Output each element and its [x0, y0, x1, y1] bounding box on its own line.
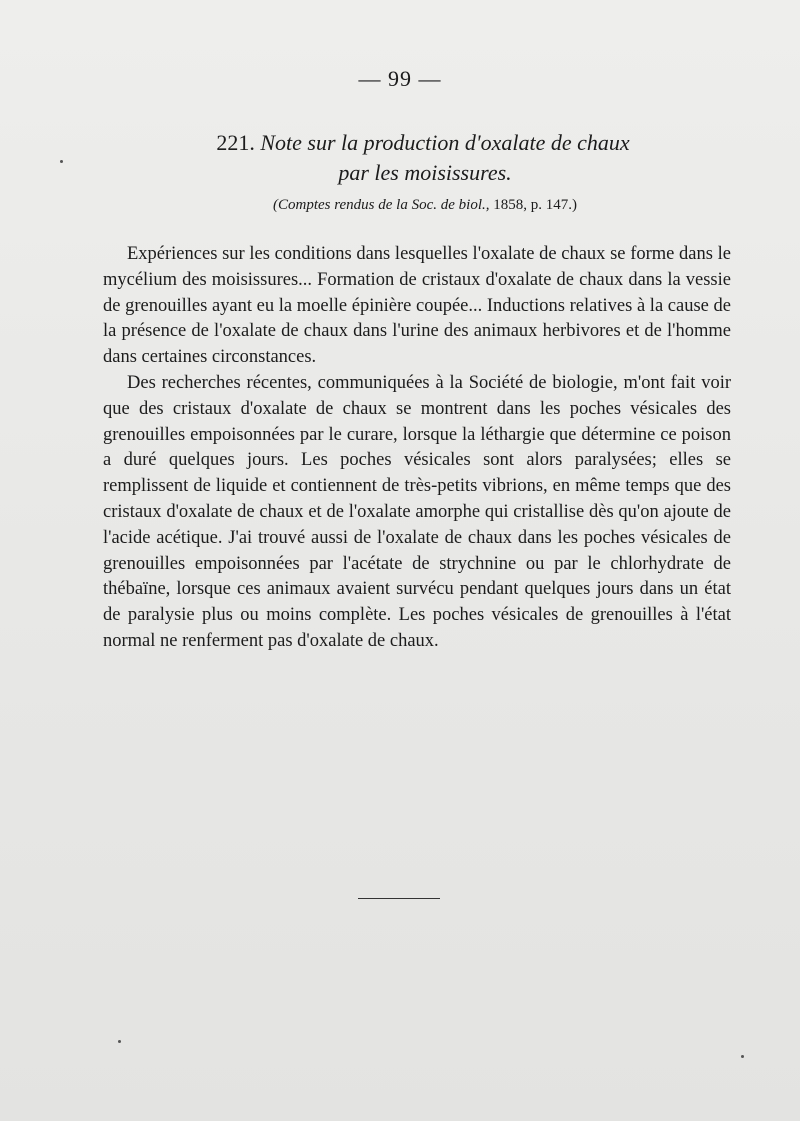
section-divider	[358, 898, 440, 899]
entry-title-text: Note sur la production d'oxalate de chaux	[260, 130, 630, 155]
page-number: — 99 —	[358, 66, 442, 91]
main-paragraph: Des recherches récentes, communiquées à la Société de biologie, m'ont fait voir que des cristaux d'oxalate de chaux se montrent dans les poches vésicales des grenouilles empoisonnées par le curare, lorsque la léthargie que détermine ce poison a duré quelques jours. Les poches vésicales sont alors paralysées; elles se remplissent de liquide et contiennent de très-petits vibrions, en même temps que des cristaux d'oxalate de chaux et de l'oxalate amorphe qui cristallise dès qu'on ajoute de l'acide acétique. J'ai trouvé aussi de l'oxalate de chaux dans les poches vésicales de grenouilles empoisonnées par l'acétate de strychnine ou par le chlorhydrate de thébaïne, lorsque ces animaux avaient survécu pendant quelques jours dans un état de paralysie plus ou moins complète. Les poches vésicales de grenouilles à l'état normal ne renferment pas d'oxalate de chaux.	[103, 372, 731, 651]
paper-speck	[741, 1055, 744, 1058]
paper-speck	[118, 1040, 121, 1043]
entry-title-line-1	[116, 128, 730, 158]
entry-title-line-2: par les moisissures.	[338, 160, 512, 185]
entry-number: 221.	[216, 130, 255, 155]
citation-year-page: 1858, p. 147.)	[493, 197, 577, 213]
paper-speck	[60, 160, 63, 163]
citation-source: (Comptes rendus de la Soc. de biol.,	[273, 197, 490, 213]
entry-citation	[120, 194, 730, 216]
entry-heading	[100, 128, 730, 216]
body-text	[103, 242, 731, 655]
summary-paragraph: Expériences sur les conditions dans lesquelles l'oxalate de chaux se forme dans le mycélium des moisissures... Formation de cristaux d'oxalate de chaux dans la vessie de grenouilles ayant eu la moelle épinière coupée... Inductions relatives à la cause de la présence de l'oxalate de chaux dans l'urine des animaux herbivores et de l'homme dans certaines circonstances.	[103, 244, 731, 368]
